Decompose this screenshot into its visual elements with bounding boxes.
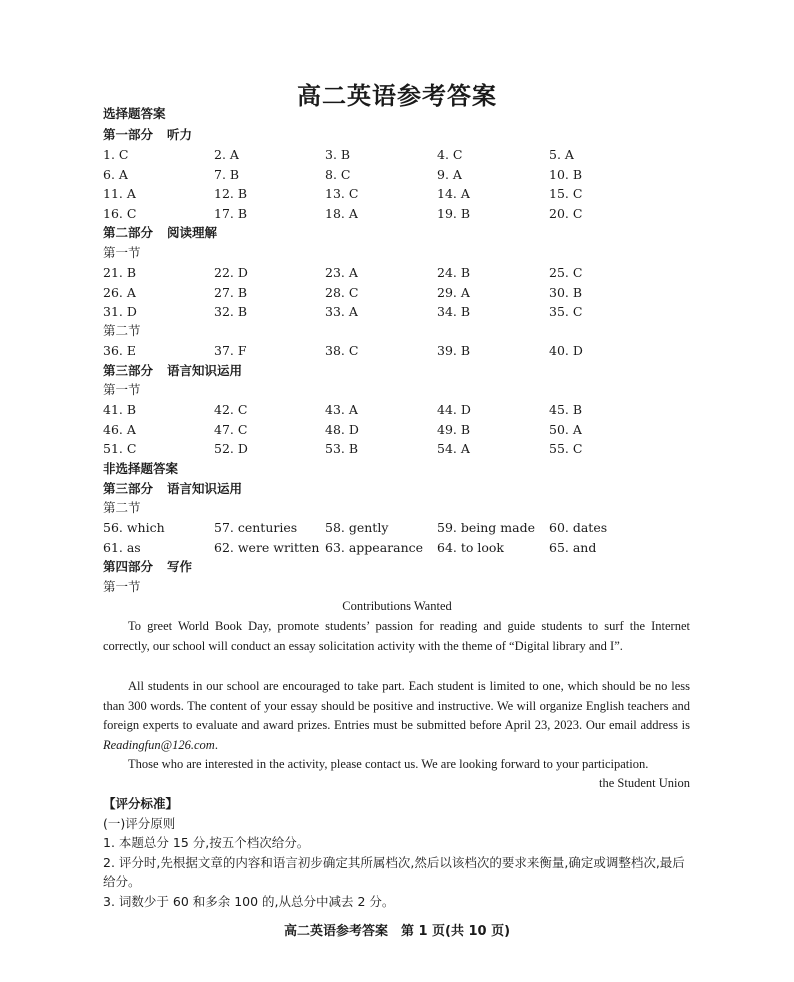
answer-cell: 52. D bbox=[214, 441, 248, 457]
essay-title: Contributions Wanted bbox=[342, 599, 452, 613]
answer-row bbox=[103, 167, 703, 183]
answer-cell: 50. A bbox=[549, 421, 582, 437]
answer-cell: 37. F bbox=[214, 343, 247, 358]
answer-cell: 56. which bbox=[103, 520, 165, 535]
answer-cell: 19. B bbox=[437, 205, 471, 221]
answer-row bbox=[103, 540, 703, 556]
essay-paragraph-2-text: All students in our school are encouraged to take part. Each student is limited to one, which should be no less than 300 words. The content of your essay should be positive and instructive. We will organize English teachers and foreign experts to evaluate and award prizes. Entries must be submitted before April 23, 2023. Our email address is bbox=[103, 679, 690, 733]
answer-cell: 21. B bbox=[103, 265, 137, 280]
answer-cell: 45. B bbox=[549, 402, 583, 417]
answer-cell: 59. being made bbox=[437, 520, 535, 535]
answer-cell: 1. C bbox=[103, 147, 129, 162]
answer-cell: 6. A bbox=[103, 166, 128, 182]
answer-row bbox=[103, 520, 703, 536]
part2-section1-label: 第一节 bbox=[103, 245, 141, 260]
part2-label: 第二部分 bbox=[103, 225, 154, 240]
section-choice-heading: 选择题答案 bbox=[103, 106, 166, 121]
part2-heading bbox=[103, 225, 217, 241]
standard-section bbox=[103, 794, 693, 912]
part3b-heading bbox=[103, 481, 242, 497]
standard-item: 3. 词数少于 60 和多余 100 的,从总分中减去 2 分。 bbox=[103, 893, 395, 909]
part3b-name: 语言知识运用 bbox=[167, 481, 243, 496]
answer-cell: 43. A bbox=[325, 402, 358, 417]
answer-cell: 15. C bbox=[549, 186, 583, 202]
answer-cell: 8. C bbox=[325, 166, 351, 182]
standard-item: 2. 评分时,先根据文章的内容和语言初步确定其所属档次,然后以该档次的要求来衡量,确定或调整档次,最后给分。 bbox=[103, 854, 685, 890]
answer-cell: 55. C bbox=[549, 441, 583, 457]
answer-row bbox=[103, 402, 703, 418]
answer-cell: 42. C bbox=[214, 402, 248, 417]
part4-name: 写作 bbox=[167, 559, 193, 574]
answer-cell: 24. B bbox=[437, 265, 471, 280]
answer-cell: 57. centuries bbox=[214, 520, 298, 535]
part3-label: 第三部分 bbox=[103, 363, 154, 378]
answer-cell: 58. gently bbox=[325, 520, 389, 535]
essay-email: Readingfun@126.com bbox=[103, 737, 215, 752]
essay-paragraph-3: Those who are interested in the activity, please contact us. We are looking forward to your participation. bbox=[128, 757, 649, 771]
answer-cell: 35. C bbox=[549, 304, 583, 320]
answer-row bbox=[103, 285, 703, 301]
part3-section1-label: 第一节 bbox=[103, 382, 141, 397]
answer-cell: 30. B bbox=[549, 284, 583, 300]
standard-heading: 【评分标准】 bbox=[103, 796, 179, 811]
answer-row bbox=[103, 206, 703, 222]
answer-cell: 10. B bbox=[549, 166, 583, 182]
answer-row bbox=[103, 186, 703, 202]
part1-label: 第一部分 bbox=[103, 127, 154, 142]
section-nonchoice-heading: 非选择题答案 bbox=[103, 461, 179, 476]
part3-heading bbox=[103, 363, 242, 379]
part3-name: 语言知识运用 bbox=[167, 363, 243, 378]
answer-cell: 31. D bbox=[103, 304, 137, 320]
answer-cell: 38. C bbox=[325, 343, 359, 358]
answer-cell: 14. A bbox=[437, 186, 470, 202]
answer-cell: 13. C bbox=[325, 186, 359, 202]
answer-row bbox=[103, 147, 703, 163]
answer-cell: 25. C bbox=[549, 265, 583, 280]
answer-cell: 40. D bbox=[549, 343, 583, 358]
part2-name: 阅读理解 bbox=[167, 225, 218, 240]
answer-cell: 48. D bbox=[325, 421, 359, 437]
answer-cell: 20. C bbox=[549, 205, 583, 221]
essay-paragraph-2 bbox=[103, 677, 690, 755]
answer-cell: 63. appearance bbox=[325, 539, 424, 555]
answer-cell: 62. were written bbox=[214, 539, 320, 555]
answer-cell: 32. B bbox=[214, 304, 248, 320]
part1-heading bbox=[103, 127, 192, 143]
answer-cell: 11. A bbox=[103, 186, 136, 202]
standard-principle: (一)评分原则 bbox=[103, 815, 176, 831]
answer-cell: 2. A bbox=[214, 147, 239, 162]
answer-cell: 34. B bbox=[437, 304, 471, 320]
answer-cell: 41. B bbox=[103, 402, 137, 417]
answer-cell: 9. A bbox=[437, 166, 462, 182]
answer-cell: 7. B bbox=[214, 166, 240, 182]
answer-cell: 18. A bbox=[325, 205, 358, 221]
answer-row bbox=[103, 304, 703, 320]
answer-cell: 28. C bbox=[325, 284, 359, 300]
answer-cell: 29. A bbox=[437, 284, 470, 300]
answer-cell: 27. B bbox=[214, 284, 248, 300]
answer-row bbox=[103, 422, 703, 438]
answer-cell: 22. D bbox=[214, 265, 248, 280]
part3b-label: 第三部分 bbox=[103, 481, 154, 496]
essay-paragraph-1: To greet World Book Day, promote students’ passion for reading and guide students to surf the Internet correctly, our school will conduct an essay solicitation activity with the theme of “Digital library and I”. bbox=[103, 619, 690, 653]
essay-paragraph-2-end: . bbox=[214, 737, 218, 752]
page-footer: 高二英语参考答案 第 1 页(共 10 页) bbox=[283, 924, 511, 939]
answer-cell: 53. B bbox=[325, 441, 359, 457]
answer-cell: 36. E bbox=[103, 343, 136, 358]
answer-cell: 60. dates bbox=[549, 520, 608, 535]
answer-cell: 39. B bbox=[437, 343, 471, 358]
answer-cell: 12. B bbox=[214, 186, 248, 202]
part3-section2-label: 第二节 bbox=[103, 500, 141, 515]
answer-cell: 54. A bbox=[437, 441, 470, 457]
answer-cell: 5. A bbox=[549, 147, 574, 162]
answer-cell: 26. A bbox=[103, 284, 136, 300]
part1-name: 听力 bbox=[167, 127, 193, 142]
answer-cell: 46. A bbox=[103, 421, 136, 437]
answer-cell: 16. C bbox=[103, 205, 137, 221]
answer-cell: 65. and bbox=[549, 539, 597, 555]
part4-heading bbox=[103, 559, 192, 575]
answer-cell: 3. B bbox=[325, 147, 351, 162]
answer-row bbox=[103, 265, 703, 281]
part4-section1-label: 第一节 bbox=[103, 579, 141, 594]
answer-cell: 17. B bbox=[214, 205, 248, 221]
part2-section2-label: 第二节 bbox=[103, 323, 141, 338]
answer-cell: 61. as bbox=[103, 539, 141, 555]
part4-label: 第四部分 bbox=[103, 559, 154, 574]
answer-cell: 64. to look bbox=[437, 539, 504, 555]
answer-row bbox=[103, 441, 703, 457]
answer-cell: 47. C bbox=[214, 421, 248, 437]
answer-cell: 33. A bbox=[325, 304, 358, 320]
answer-cell: 23. A bbox=[325, 265, 358, 280]
answer-row bbox=[103, 343, 703, 359]
standard-item: 1. 本题总分 15 分,按五个档次给分。 bbox=[103, 835, 310, 851]
answer-cell: 49. B bbox=[437, 421, 471, 437]
page-title: 高二英语参考答案 bbox=[297, 82, 497, 110]
answer-cell: 51. C bbox=[103, 441, 137, 457]
essay-signature: the Student Union bbox=[599, 776, 690, 790]
answer-cell: 44. D bbox=[437, 402, 471, 417]
answer-cell: 4. C bbox=[437, 147, 463, 162]
